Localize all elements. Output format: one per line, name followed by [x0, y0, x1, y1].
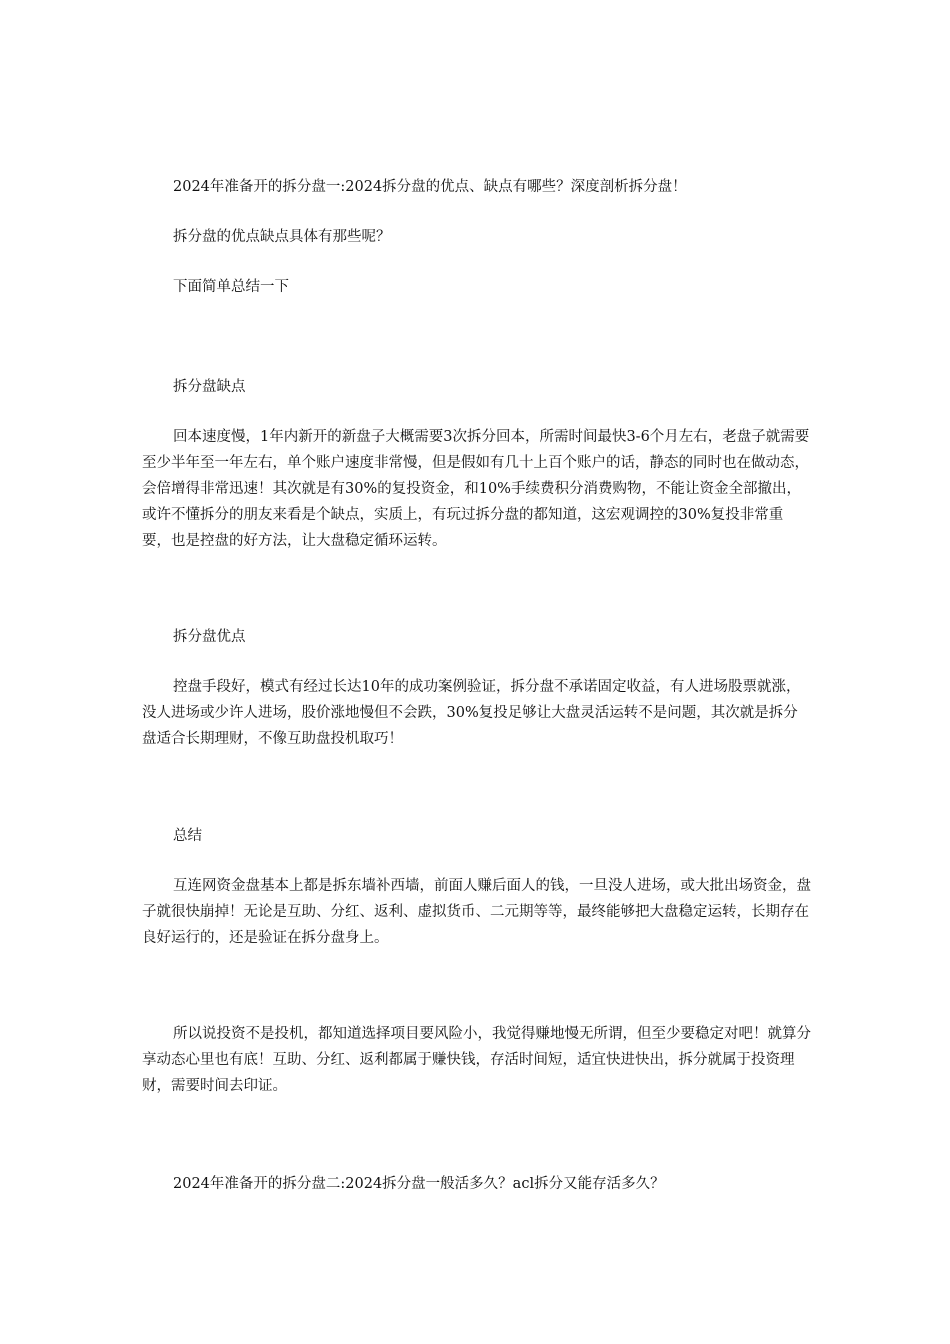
heading-part-two: 2024年准备开的拆分盘二:2024拆分盘一般活多久？acl拆分又能存活多久？	[173, 1176, 665, 1192]
summary-paragraph: 互连网资金盘基本上都是拆东墙补西墙，前面人赚后面人的钱，一旦没人进场，或大批出场资金，盘子就很快崩掉！无论是互助、分红、返利、虚拟货币、二元期等等，最终能够把大盘稳定运转，长期存在良好运行的，还是验证在拆分盘身上。	[142, 878, 811, 946]
intro-question: 拆分盘的优点缺点具体有那些呢？	[173, 229, 391, 245]
investment-paragraph: 所以说投资不是投机，都知道选择项目要风险小，我觉得赚地慢无所谓，但至少要稳定对吧！就算分享动态心里也有底！互助、分红、返利都属于赚快钱，存活时间短，适宜快进快出，拆分就属于投资理财，需要时间去印证。	[142, 1026, 811, 1094]
section-heading-advantages: 拆分盘优点	[173, 629, 246, 645]
section-heading-summary: 总结	[173, 828, 202, 844]
intro-summary-line: 下面简单总结一下	[173, 279, 289, 295]
advantages-paragraph: 控盘手段好，模式有经过长达10年的成功案例验证，拆分盘不承诺固定收益，有人进场股票就涨，没人进场或少许人进场，股价涨地慢但不会跌，30%复投足够让大盘灵活运转不是问题，其次就是拆分盘适合长期理财，不像互助盘投机取巧！	[142, 679, 801, 747]
section-heading-disadvantages: 拆分盘缺点	[173, 379, 246, 395]
disadvantages-paragraph: 回本速度慢，1年内新开的新盘子大概需要3次拆分回本，所需时间最快3-6个月左右，老盘子就需要至少半年至一年左右，单个账户速度非常慢，但是假如有几十上百个账户的话，静态的同时也在做动态，会倍增得非常迅速！其次就是有30%的复投资金，和10%手续费积分消费购物，不能让资金全部撤出，或许不懂拆分的朋友来看是个缺点，实质上，有玩过拆分盘的都知道，这宏观调控的30%复投非常重要，也是控盘的好方法，让大盘稳定循环运转。	[142, 429, 810, 549]
heading-part-one: 2024年准备开的拆分盘一:2024拆分盘的优点、缺点有哪些？深度剖析拆分盘！	[173, 179, 687, 195]
